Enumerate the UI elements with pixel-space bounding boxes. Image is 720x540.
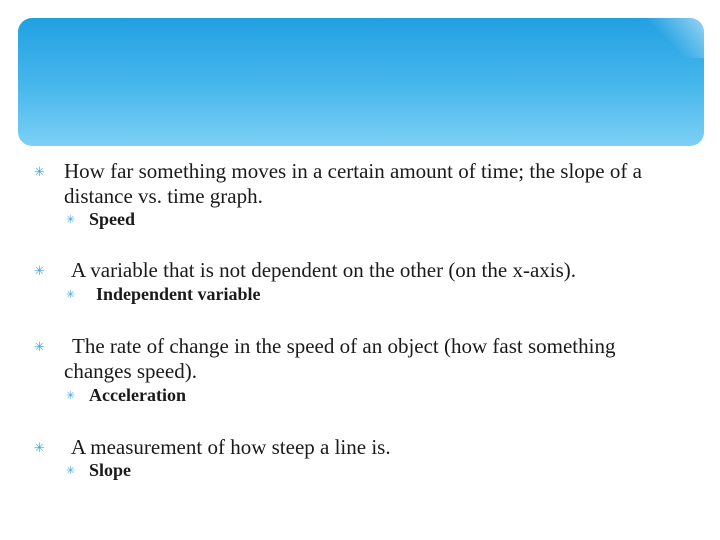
bullet-3-text: The rate of change in the speed of an object (how fast something changes speed).	[64, 334, 616, 383]
sub-bullet-star-icon: ✳	[66, 464, 76, 477]
bullet-star-icon: ✳	[34, 441, 45, 456]
bullet-1-text: How far something moves in a certain amount of time; the slope of a distance vs. time graph.	[64, 159, 642, 208]
bullet-4-text: A measurement of how steep a line is.	[71, 435, 391, 459]
bullet-2-text: A variable that is not dependent on the other (on the x-axis).	[71, 258, 577, 282]
bullet-star-icon: ✳	[34, 340, 45, 355]
sub-bullet-star-icon: ✳	[66, 389, 76, 402]
answer-2: Independent variable	[96, 284, 261, 304]
answer-1: Speed	[89, 209, 136, 229]
answer-3: Acceleration	[89, 385, 186, 405]
bullet-star-icon: ✳	[34, 165, 45, 180]
sub-bullet-star-icon: ✳	[66, 213, 76, 226]
answer-4: Slope	[89, 460, 132, 480]
sub-bullet-star-icon: ✳	[66, 288, 76, 301]
bullet-star-icon: ✳	[34, 264, 45, 279]
